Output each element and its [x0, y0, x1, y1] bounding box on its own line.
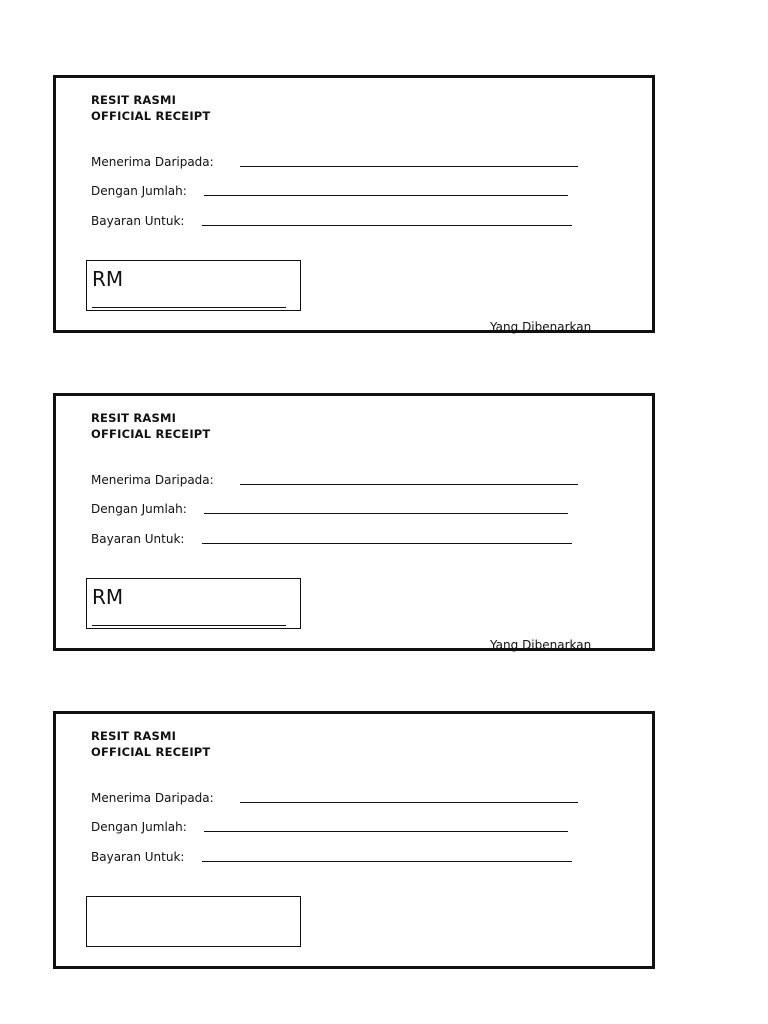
amount-words-label: Dengan Jumlah:	[91, 502, 187, 516]
receipt-title	[91, 92, 210, 124]
payment-for-label: Bayaran Untuk:	[91, 850, 185, 864]
receipt-title	[91, 410, 210, 442]
amount-box[interactable]	[86, 260, 301, 311]
amount-words-line[interactable]	[204, 195, 568, 196]
receipt-3	[53, 711, 655, 969]
title-english: OFFICIAL RECEIPT	[91, 109, 211, 123]
amount-line	[92, 307, 286, 308]
receipt-2	[53, 393, 655, 651]
signature-caption: Yang Dibenarkan	[490, 638, 592, 652]
title-malay: RESIT RASMI	[91, 729, 177, 743]
title-malay: RESIT RASMI	[91, 411, 177, 425]
amount-line	[92, 625, 286, 626]
received-from-label: Menerima Daripada:	[91, 473, 214, 487]
currency-label: RM	[92, 585, 124, 609]
title-english: OFFICIAL RECEIPT	[91, 745, 211, 759]
received-from-label: Menerima Daripada:	[91, 155, 214, 169]
payment-for-label: Bayaran Untuk:	[91, 214, 185, 228]
received-from-line[interactable]	[240, 166, 578, 167]
received-from-line[interactable]	[240, 802, 578, 803]
payment-for-line[interactable]	[202, 543, 572, 544]
amount-words-label: Dengan Jumlah:	[91, 184, 187, 198]
currency-label: RM	[92, 267, 124, 291]
received-from-line[interactable]	[240, 484, 578, 485]
received-from-label: Menerima Daripada:	[91, 791, 214, 805]
payment-for-label: Bayaran Untuk:	[91, 532, 185, 546]
title-english: OFFICIAL RECEIPT	[91, 427, 211, 441]
amount-box[interactable]	[86, 578, 301, 629]
receipt-title	[91, 728, 210, 760]
title-malay: RESIT RASMI	[91, 93, 177, 107]
amount-box[interactable]	[86, 896, 301, 947]
amount-words-line[interactable]	[204, 513, 568, 514]
receipt-1	[53, 75, 655, 333]
payment-for-line[interactable]	[202, 225, 572, 226]
payment-for-line[interactable]	[202, 861, 572, 862]
amount-words-line[interactable]	[204, 831, 568, 832]
signature-caption: Yang Dibenarkan	[490, 320, 592, 334]
amount-words-label: Dengan Jumlah:	[91, 820, 187, 834]
